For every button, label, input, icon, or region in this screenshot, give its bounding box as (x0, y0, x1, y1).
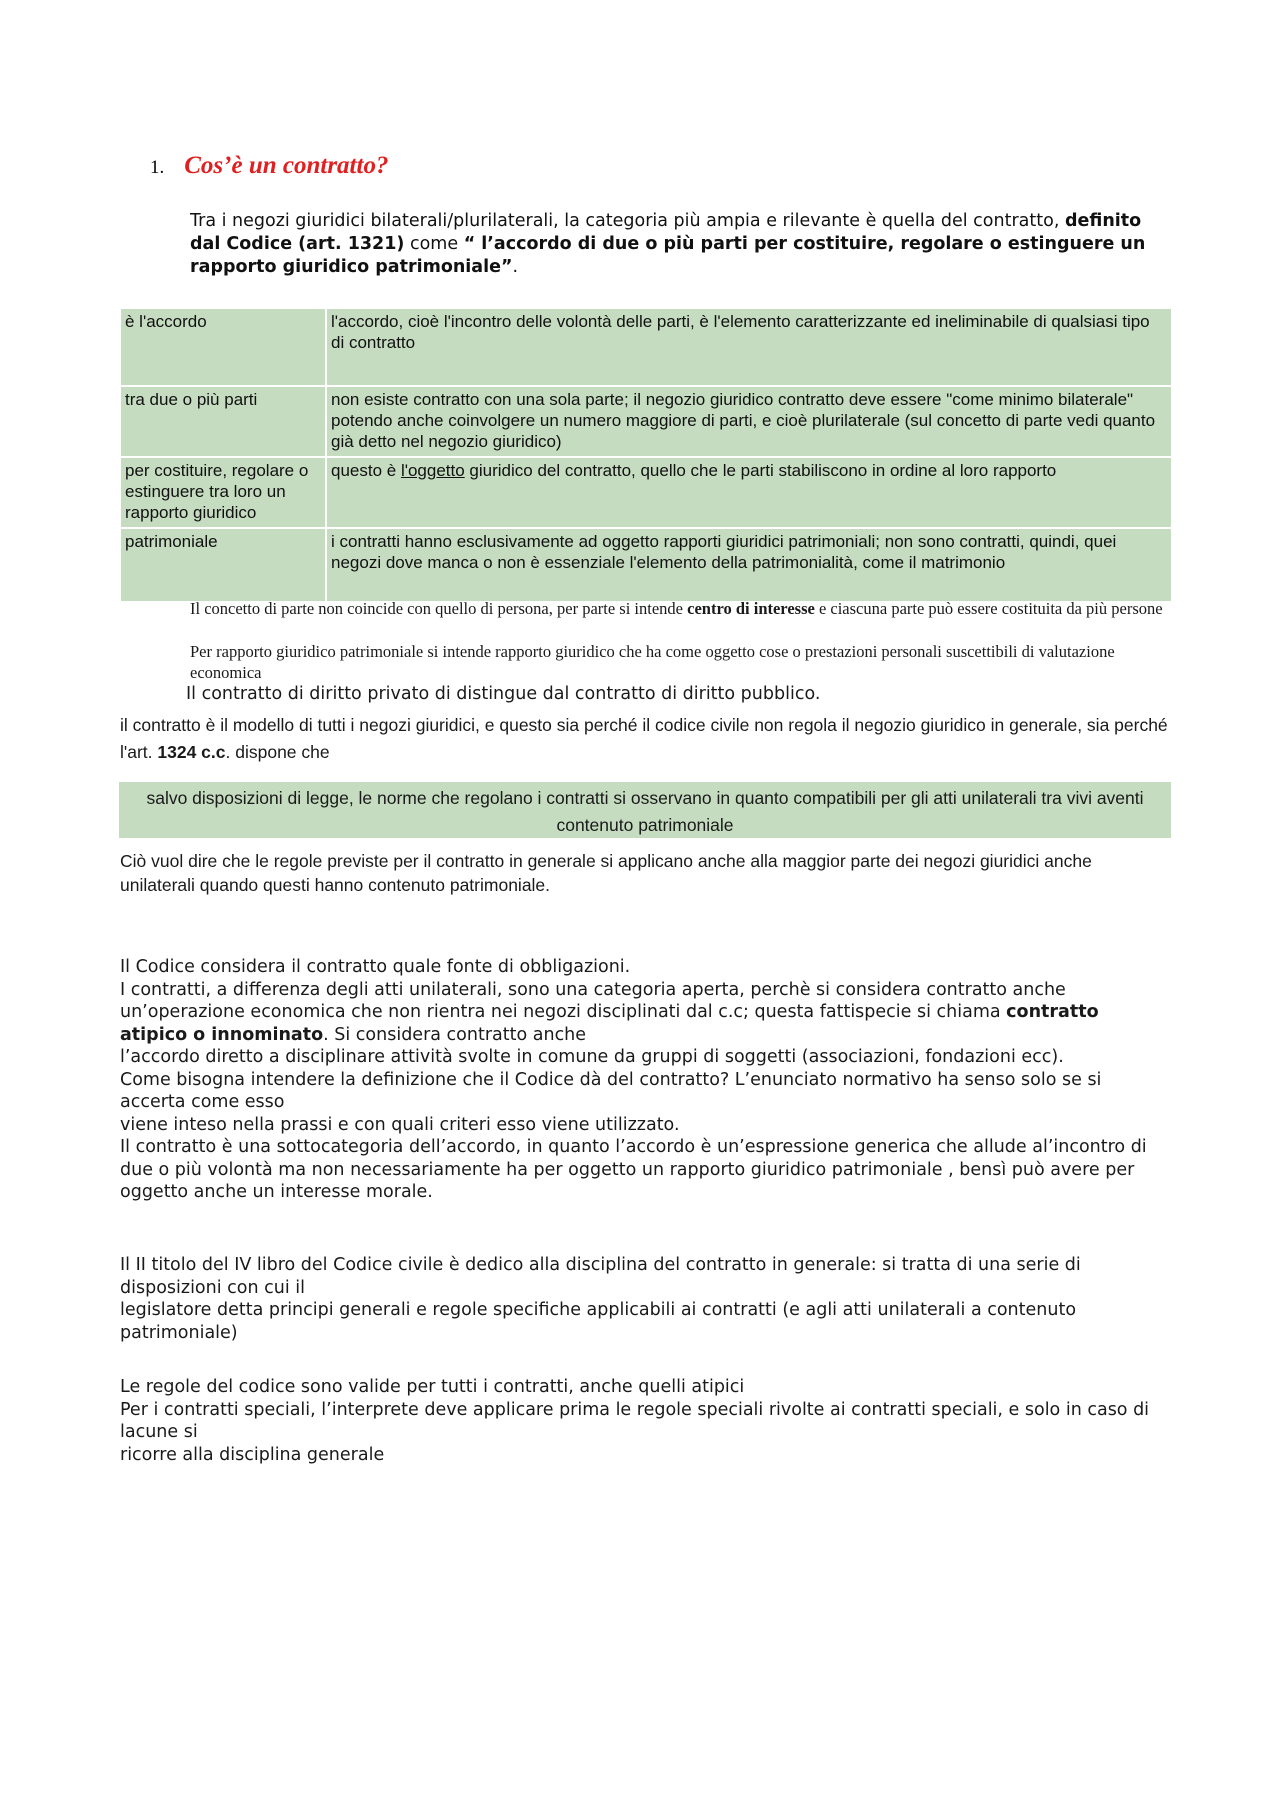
body-text: . Si considera contratto anche (323, 1024, 587, 1045)
section-heading (150, 152, 388, 180)
intro-bold-reference: definito dal Codice (art. 1321) (190, 211, 1142, 254)
section-body-3 (120, 1376, 1170, 1466)
private-law-line: Il contratto di diritto privato di distingue dal contratto di diritto pubblico. (186, 684, 821, 704)
note-rapporto: Per rapporto giuridico patrimoniale si intende rapporto giuridico che ha come oggetto cose o prestazioni personali suscettibili di valutazione economica (190, 642, 1115, 682)
model-paragraph (120, 712, 1170, 766)
body-line: Per i contratti speciali, l’interprete deve applicare prima le regole speciali rivolte ai contratti speciali, e solo in caso di lacune si (120, 1399, 1150, 1442)
note-parte (190, 598, 1170, 619)
table-cell-term: tra due o più parti (121, 387, 325, 456)
body-line: Il contratto è una sottocategoria dell’accordo, in quanto l’accordo è un’espressione generica che allude al’incontro di due o più volontà ma non necessariamente ha per oggetto un rapporto giuridico patrimoniale , bensì può avere per oggetto anche un interesse morale. (120, 1137, 1147, 1202)
oggetto-link[interactable]: l'oggetto (400, 461, 465, 480)
heading-title: Cos’è un contratto? (184, 152, 389, 179)
after-quote-paragraph: Ciò vuol dire che le regole previste per il contratto in generale si applicano anche alla maggior parte dei negozi giuridici anche unilaterali quando questi hanno contenuto patrimoniale. (120, 851, 1092, 895)
intro-text: . (512, 257, 519, 277)
intro-text: Tra i negozi giuridici bilaterali/plurilaterali, la categoria più ampia e rilevante è quella del contratto, (190, 211, 1060, 231)
body-line (120, 979, 1170, 1047)
table-cell-term: per costituire, regolare o estinguere tra loro un rapporto giuridico (121, 458, 325, 527)
table-row (121, 309, 1171, 385)
quote-box: salvo disposizioni di legge, le norme che regolano i contratti si osservano in quanto compatibili per gli atti unilaterali tra vivi aventi contenuto patrimoniale (119, 782, 1171, 838)
body-text: I contratti, a differenza degli atti unilaterali, sono una categoria aperta, perchè si considera contratto anche un’operazione economica che non rientra nei negozi disciplinati dal c.c; questa fattispecie si chiama (120, 979, 1066, 1022)
intro-bold-definition: “ l’accordo di due o più parti per costituire, regolare o estinguere un rapporto giuridico patrimoniale” (190, 234, 1146, 277)
article-reference: 1324 c.c (157, 742, 226, 762)
description-text: questo è (331, 461, 401, 480)
section-body-2 (120, 1254, 1170, 1344)
note-bold: centro di interesse (687, 599, 815, 618)
description-text: giuridico del contratto, quello che le parti stabiliscono in ordine al loro rapporto (464, 461, 1057, 480)
body-line: ricorre alla disciplina generale (120, 1444, 385, 1465)
table-cell-description: non esiste contratto con una sola parte; il negozio giuridico contratto deve essere "come minimo bilaterale" potendo anche coinvolgere un numero maggiore di parti, e cioè plurilaterale (sul concetto di parte vedi quanto già detto nel negozio giuridico) (327, 387, 1171, 456)
body-line: Le regole del codice sono valide per tutti i contratti, anche quelli atipici (120, 1377, 745, 1397)
table-cell-description: l'accordo, cioè l'incontro delle volontà delle parti, è l'elemento caratterizzante ed ineliminabile di qualsiasi tipo di contratto (327, 309, 1171, 385)
intro-text: come (404, 234, 464, 254)
body-line: viene inteso nella prassi e con quali criteri esso viene utilizzato. (120, 1114, 680, 1135)
body-line: Il Codice considera il contratto quale fonte di obbligazioni. (120, 957, 631, 977)
body-line: Il II titolo del IV libro del Codice civile è dedico alla disciplina del contratto in generale: si tratta di una serie di disposizioni con cui il (120, 1255, 1081, 1298)
body-bold: contratto atipico o innominato (120, 1002, 1099, 1045)
table-row (121, 458, 1171, 527)
definition-table (119, 307, 1173, 603)
body-line: Come bisogna intendere la definizione che il Codice dà del contratto? L’enunciato normativo ha senso solo se si accerta come esso (120, 1069, 1102, 1112)
table-row (121, 387, 1171, 456)
note-text: e ciascuna parte può essere costituita da più persone (814, 599, 1163, 618)
model-text: il contratto è il modello di tutti i negozi giuridici, e questo sia perché il codice civile non regola il negozio giuridico in generale, sia perché l'art. (120, 715, 1168, 762)
table-cell-term: patrimoniale (121, 529, 325, 601)
section-body-1 (120, 956, 1170, 1204)
body-line: l’accordo diretto a disciplinare attività svolte in comune da gruppi di soggetti (associazioni, fondazioni ecc). (120, 1047, 1064, 1067)
model-text: . dispone che (225, 742, 330, 762)
table-cell-description (327, 458, 1171, 527)
note-text: Il concetto di parte non coincide con quello di persona, per parte si intende (190, 599, 688, 618)
table-cell-description: i contratti hanno esclusivamente ad oggetto rapporti giuridici patrimoniali; non sono contratti, quindi, quei negozi dove manca o non è essenziale l'elemento della patrimonialità, come il matrimonio (327, 529, 1171, 601)
table-row (121, 529, 1171, 601)
heading-number: 1. (150, 157, 165, 178)
body-line: legislatore detta principi generali e regole specifiche applicabili ai contratti (e agli atti unilaterali a contenuto patrimoniale) (120, 1300, 1077, 1343)
table-cell-term: è l'accordo (121, 309, 325, 385)
intro-paragraph (190, 210, 1150, 279)
